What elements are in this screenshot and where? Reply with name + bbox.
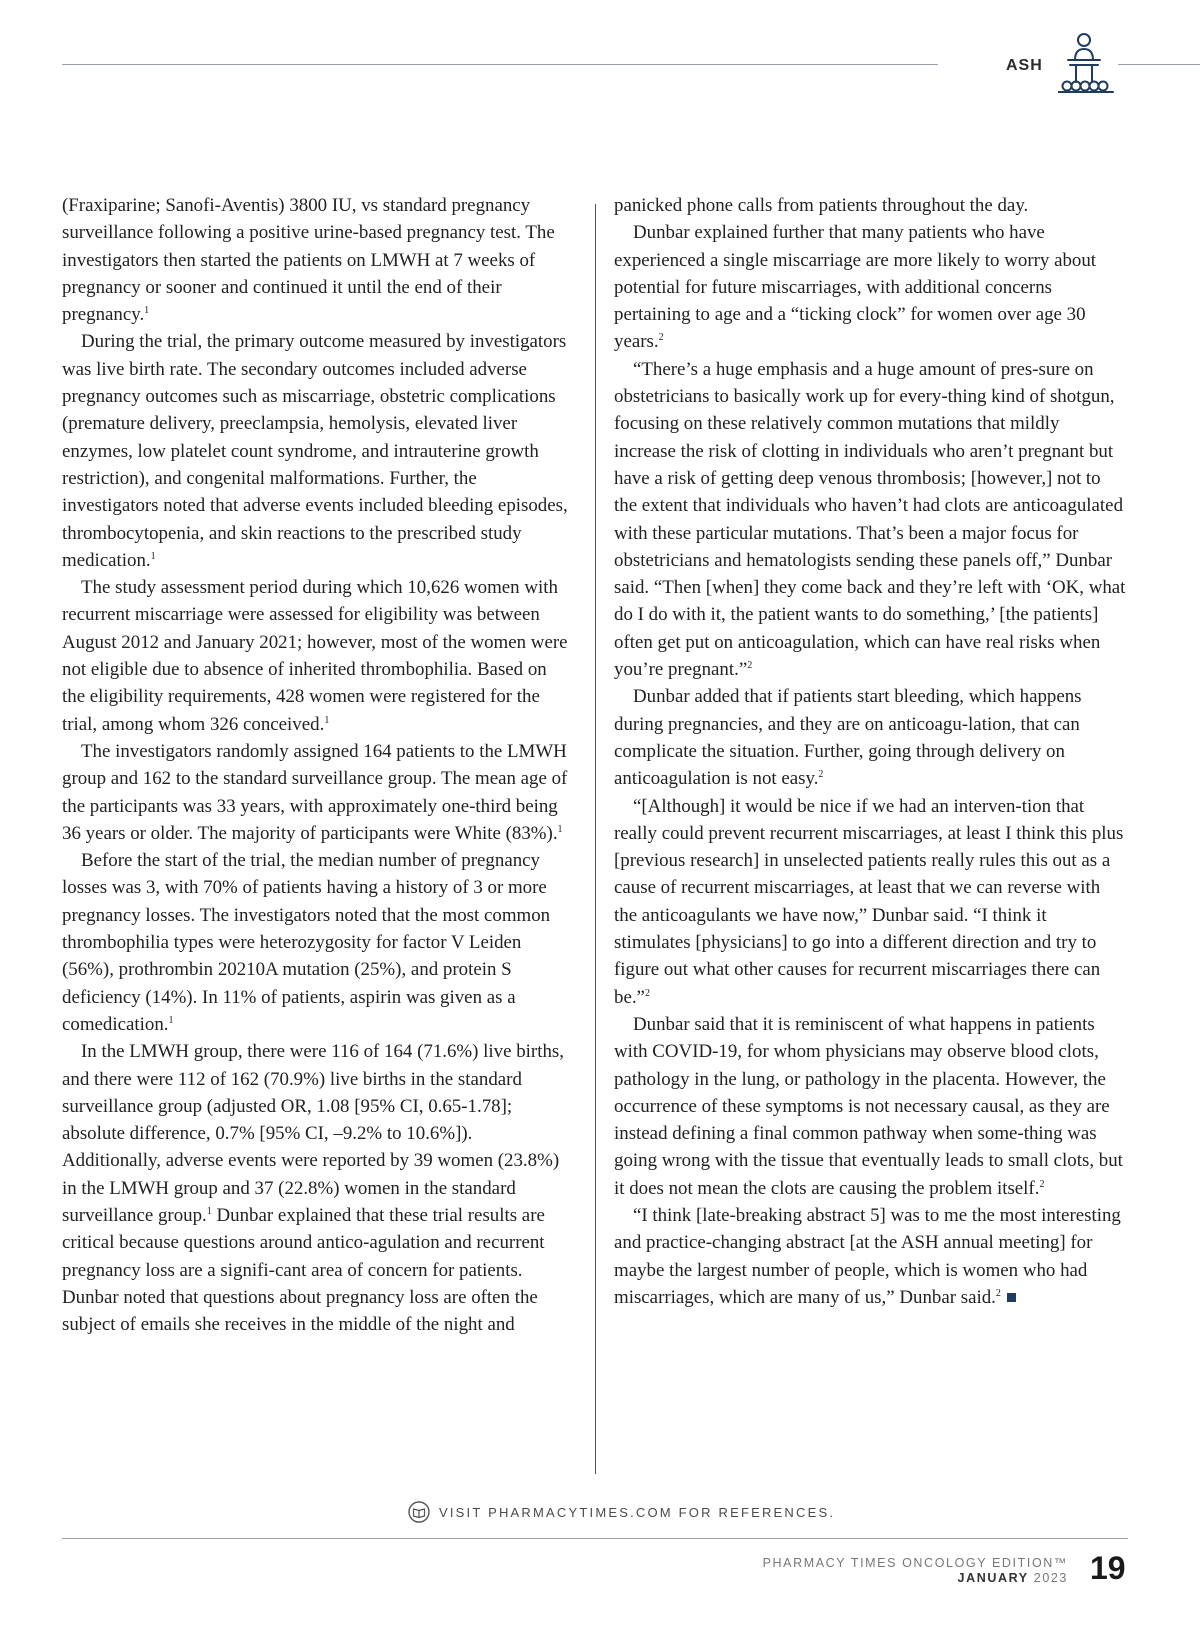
paragraph: During the trial, the primary outcome measured by investigators was live birth rate. The secondary outcomes included adverse pregnancy outcomes such as miscarriage, obstetric complications (premature delivery, preeclampsia, hemolysis, elevated liver enzymes, low platelet count syndrome, and intrauterine growth restriction), and congenital malformations. Further, the investigators noted that adverse events included bleeding episodes, thrombocytopenia, and skin reactions to the prescribed study medication.$^1$ (62, 331, 568, 571)
header-rule-right (1118, 64, 1200, 65)
references-note[interactable] (408, 1500, 835, 1524)
issue-date: JANUARY 2023 (957, 1571, 1068, 1585)
article-right-column (614, 192, 1126, 1311)
end-of-article-mark (1007, 1293, 1016, 1302)
paragraph: “[Although] it would be nice if we had an interven-tion that really could prevent recurrent miscarriages, at least I think this plus [previous research] in unselected patients really rules this out as a cause of recurrent miscarriages, at least that we can reverse with the anticoagulants we have now,” Dunbar said. “I think it stimulates [physicians] to go into a different direction and try to figure out what other causes for recurrent miscarriages there can be.”$^2$ (614, 795, 1124, 1008)
header-rule-left (62, 64, 938, 65)
book-icon (408, 1501, 430, 1523)
section-label: ASH (1006, 57, 1043, 74)
paragraph: (Fraxiparine; Sanofi-Aventis) 3800 IU, vs standard pregnancy surveillance following a positive urine-based pregnancy test. The investigators then started the patients on LMWH at 7 weeks of pregnancy or sooner and continued it until the end of their pregnancy.$^1$ (62, 195, 555, 326)
publication-name: PHARMACY TIMES ONCOLOGY EDITION™ (762, 1556, 1068, 1570)
paragraph: Dunbar added that if patients start bleeding, which happens during pregnancies, and they are on anticoagu-lation, that can complicate the situation. Further, going through delivery on anticoagulation is not easy.$^2$ (614, 686, 1082, 790)
paragraph: In the LMWH group, there were 116 of 164 (71.6%) live births, and there were 112 of 162 (70.9%) live births in the standard surveillance group (adjusted OR, 1.08 [95% CI, 0.65-1.78]; absolute difference, 0.7% [95% CI, –9.2% to 10.6%]). Additionally, adverse events were reported by 39 women (23.8%) in the LMWH group and 37 (22.8%) women in the standard surveillance group.$^1$ Dunbar explained that these trial results are critical because questions around antico-agulation and recurrent pregnancy loss are a signifi-cant area of concern for patients. Dunbar noted that questions about pregnancy loss are often the subject of emails she receives in the middle of the night and (62, 1041, 564, 1336)
paragraph: Dunbar said that it is reminiscent of what happens in patients with COVID-19, for whom physicians may observe blood clots, pathology in the lung, or pathology in the placenta. However, the occurrence of these symptoms is not necessary causal, as they are instead defining a final common pathway when some-thing was going wrong with the tissue that eventually leads to small clots, but it does not mean the clots are causing the problem itself.$^2$ (614, 1013, 1123, 1199)
footer-publication (763, 1556, 1068, 1586)
references-link-text[interactable]: VISIT PHARMACYTIMES.COM FOR REFERENCES. (439, 1504, 836, 1520)
page-number: 19 (1090, 1550, 1126, 1586)
paragraph: The investigators randomly assigned 164 patients to the LMWH group and 162 to the standard surveillance group. The mean age of the participants was 33 years, with approximately one-third being 36 years or older. The majority of participants were White (83%).$^1$ (62, 740, 568, 844)
paragraph: The study assessment period during which 10,626 women with recurrent miscarriage were assessed for eligibility was between August 2012 and January 2021; however, most of the women were not eligible due to absence of inherited thrombophilia. Based on the eligibility requirements, 428 women were registered for the trial, among whom 326 conceived.$^1$ (62, 577, 568, 735)
paragraph: Before the start of the trial, the median number of pregnancy losses was 3, with 70% of patients having a history of 3 or more pregnancy losses. The investigators noted that the most common thrombophilia types were heterozygosity for factor V Leiden (56%), prothrombin 20210A mutation (25%), and protein S deficiency (14%). In 11% of patients, aspirin was given as a comedication.$^1$ (62, 850, 551, 1035)
paragraph: “I think [late-breaking abstract 5] was to me the most interesting and practice-changing abstract [at the ASH annual meeting] for maybe the largest number of people, which is women who had miscarriages, which are many of us,” Dunbar said.$^2$ (614, 1204, 1121, 1308)
paragraph: panicked phone calls from patients throughout the day. (614, 195, 1029, 216)
paragraph: Dunbar explained further that many patients who have experienced a single miscarriage are more likely to worry about potential for future miscarriages, with additional concerns pertaining to age and a “ticking clock” for women over age 30 years.$^2$ (614, 222, 1097, 353)
article-left-column (62, 192, 574, 1338)
paragraph: “There’s a huge emphasis and a huge amount of pres-sure on obstetricians to basically work up for every-thing kind of shotgun, focusing on these relatively common mutations that mildly increase the risk of clotting in individuals who aren’t pregnant but have a risk of getting deep venous thrombosis; [however,] not to the extent that individuals who haven’t had clots are anticoagulated with these particular mutations. That’s been a major focus for obstetricians and hematologists sending these panels off,” Dunbar said. “Then [when] they come back and they’re left with ‘OK, what do I do with it, the patient wants to do something,’ [the patients] often get put on anticoagulation, which can have real risks when you’re pregnant.”$^2$ (614, 358, 1126, 681)
footer-rule (62, 1538, 1128, 1539)
column-divider (595, 204, 596, 1474)
